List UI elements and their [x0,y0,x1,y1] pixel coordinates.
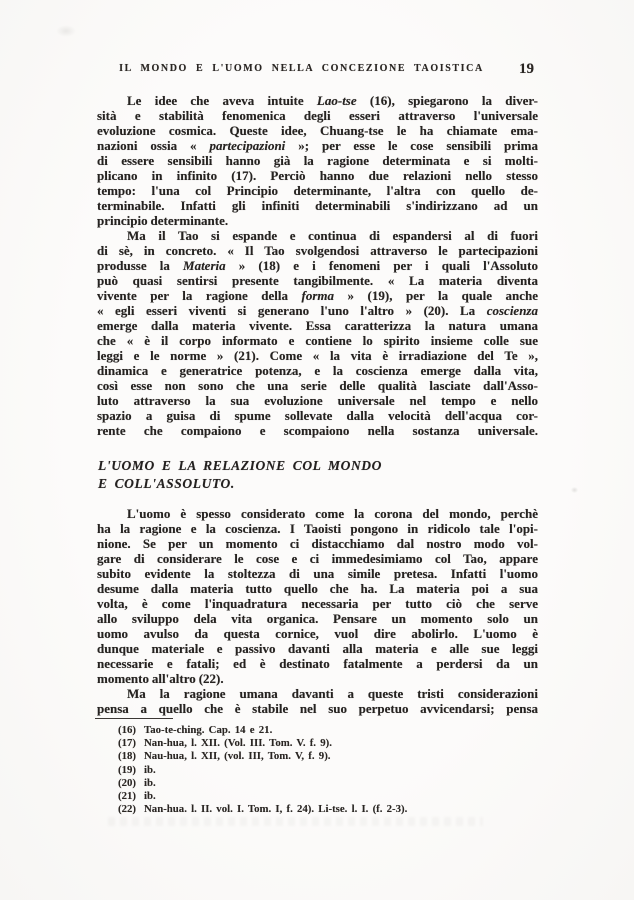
text-segment: « egli esseri viventi si generano l'uno l'altro » (20). La [97,303,487,318]
text-segment: nione. Se per un momento ci distacchiamo dal nostro modo vol- [97,536,538,551]
running-header [97,61,538,79]
text-segment: necessarie e fatali; ed è destinato fatalmente a perdersi da un [97,656,538,671]
text-segment: vivente per la ragione della [97,288,302,303]
text-segment: tempo: l'una col Principio determinante, l'altra con quello de- [97,183,538,198]
footnote-line [118,777,538,790]
text-line [97,258,538,273]
running-header-title: IL MONDO E L'UOMO NELLA CONCEZIONE TAOISTICA [119,63,484,74]
text-line [97,596,538,611]
text-segment: sità e stabilità fenomenica degli esseri attraverso l'universale [97,108,538,123]
text-line [97,566,538,581]
text-segment: volta, è come l'inquadratura necessaria per tutto ciò che serve [97,596,538,611]
footnotes [97,724,538,816]
text-segment: uomo avulso da questa cornice, vuol dire abolirlo. L'uomo è [97,626,538,641]
footnote-line [118,724,538,737]
text-segment: L'uomo è spesso considerato come la corona del mondo, perchè [127,506,538,521]
text-line [97,168,538,183]
footnote-text: ib. [144,789,156,802]
text-line [97,393,538,408]
text-line [97,108,538,123]
paragraph [97,506,538,686]
text-segment: » (18) e i fenomeni per i quali l'Assoluto [225,258,538,273]
text-segment: momento all'altro (22). [97,671,224,686]
text-line [97,228,538,243]
footnote-text: ib. [144,776,156,789]
text-segment: dunque materiale e passivo davanti alla materia e alle sue leggi [97,641,538,656]
text-line [97,581,538,596]
scan-dot-artifact [571,487,578,493]
footnote-text: Nau-hua, l. XII, (vol. III, Tom. V, f. 9). [144,750,331,763]
text-line [97,318,538,333]
text-segment: di sè, in concreto. « Il Tao svolgendosi attraverso le partecipazioni [97,243,538,258]
text-line [97,671,538,686]
text-segment: desume dalla materia tutto quello che ha. La materia poi a sua [97,581,538,596]
scan-smudge-artifact [56,25,76,37]
text-line [97,183,538,198]
footnote-number: (21) [118,789,136,802]
text-segment: che « è il corpo informato e contiene lo spirito insieme colle sue [97,333,538,348]
text-segment: Ma la ragione umana davanti a queste tristi considerazioni [127,686,538,701]
footnote-number: (17) [118,737,136,750]
section-heading-line1: L'UOMO E LA RELAZIONE COL MONDO [98,458,382,473]
text-segment: nazioni ossia « [97,138,210,153]
footnote-line [118,737,538,750]
footnote-number: (19) [118,763,136,776]
text-line [97,243,538,258]
text-segment: luto attraverso la sua evoluzione universale nel tempo e nello [97,393,538,408]
text-segment: terminabile. Infatti gli infiniti determinabili s'indirizzano ad un [97,198,538,213]
text-line [97,408,538,423]
body-text-column [97,93,538,816]
footnote-line [118,750,538,763]
footnote-text: Nan-hua. l. II. vol. I. Tom. I, f. 24). Li-tse. l. I. (f. 2-3). [144,803,408,816]
text-segment: subito evidente la stoltezza di una simile pretesa. Infatti l'uomo [97,566,538,581]
text-segment: produsse la [97,258,184,273]
text-block-1 [97,93,538,438]
text-line [97,273,538,288]
text-line [97,626,538,641]
footnote-number: (16) [118,724,136,736]
italic-text: Lao-tse [316,93,357,108]
text-line [97,551,538,566]
italic-text: partecipazioni [209,138,286,153]
text-segment: dinamica e generatrice potenza, e la coscienza emerge dalla vita, [97,363,538,378]
text-line [97,378,538,393]
section-heading [98,457,538,492]
paragraph [97,686,538,716]
text-line [97,288,538,303]
footnote-number: (20) [118,776,136,789]
text-segment: pensa a quello che è stabile nel suo perpetuo avvicendarsi; pensa [97,701,538,716]
text-line [97,611,538,626]
scan-showthrough-artifact [108,817,483,826]
text-segment: allo sviluppo dela vita organica. Pensare un momento solo un [97,611,538,626]
text-segment: evoluzione cosmica. Queste idee, Chuang-tse le ha chiamate ema- [97,123,538,138]
text-line [97,123,538,138]
text-segment: ha la ragione e la coscienza. I Taoisti pongono in ridicolo tale l'opi- [97,521,538,536]
footnote-text: Nan-hua, l. XII. (Vol. III. Tom. V. f. 9). [144,737,332,750]
text-segment: gare di considerare le cose e ci immedesimiamo col Tao, appare [97,551,538,566]
text-line [97,198,538,213]
text-line [97,701,538,716]
text-segment: principio determinante. [97,213,229,228]
text-segment: » (19), per la quale anche [334,288,538,303]
text-line [97,506,538,521]
footnote-line [118,790,538,803]
footnote-line [118,764,538,777]
text-segment: Ma il Tao si espande e continua di espandersi al di fuori [127,228,538,243]
text-line [97,521,538,536]
paragraph [97,93,538,228]
footnote-text: ib. [144,763,156,776]
text-line [97,333,538,348]
text-line [97,423,538,438]
footnote-text: Tao-te-ching. Cap. 14 e 21. [144,724,273,736]
footnote-number: (18) [118,750,136,763]
text-segment: spazio a guisa di spume sollevate dalla velocità dell'acqua cor- [97,408,538,423]
text-line [97,138,538,153]
text-line [97,303,538,318]
text-segment: leggi e le norme » (21). Come « la vita è irradiazione del Te », [97,348,538,363]
text-line [97,213,538,228]
text-segment: rente che compaiono e scompaiono nella sostanza universale. [97,423,538,438]
text-segment: »; per esse le cose sensibili prima [285,138,538,153]
text-segment: plicano in infinito (17). Perciò hanno due relazioni nello stesso [97,168,538,183]
page-number: 19 [519,61,534,77]
text-segment: può quasi sentirsi presente tangibilmente. « La materia diventa [97,273,538,288]
text-line [97,641,538,656]
text-line [97,656,538,671]
text-block-2 [97,506,538,716]
italic-text: forma [301,288,335,303]
paragraph [97,228,538,438]
section-heading-line2: E COLL'ASSOLUTO. [98,475,235,491]
footnote-number: (22) [118,803,136,816]
text-segment: di essere sensibili hanno già la ragione determinata e si molti- [97,153,538,168]
italic-text: coscienza [486,303,538,318]
text-segment: Le idee che aveva intuite [127,93,317,108]
text-segment: (16), spiegarono la diver- [356,93,538,108]
italic-text: Materia [183,258,226,273]
text-line [97,363,538,378]
text-line [97,153,538,168]
text-segment: emerge dalla materia vivente. Essa caratterizza la natura umana [97,318,538,333]
text-line [97,536,538,551]
footnote-line [118,803,538,816]
text-segment: così esse non sono che una serie delle qualità lasciate dall'Asso- [97,378,538,393]
text-line [97,93,538,108]
text-line [97,348,538,363]
footnote-divider [95,718,173,719]
text-line [97,686,538,701]
